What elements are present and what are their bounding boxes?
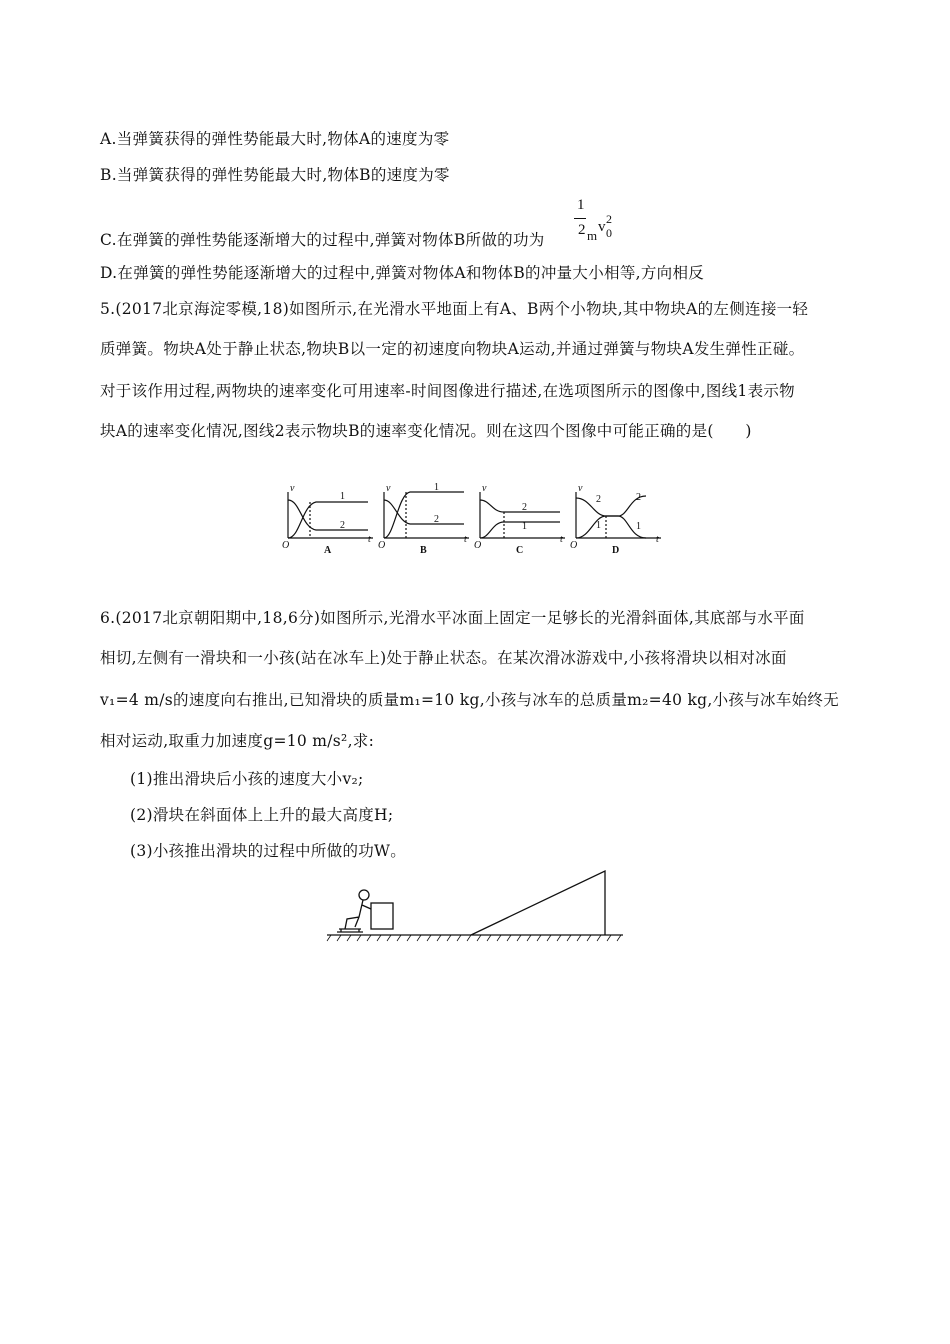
q5-graphs xyxy=(280,480,670,560)
graph-a-v: v xyxy=(290,483,295,494)
graph-a-c1: 1 xyxy=(340,491,345,502)
formula-numerator: 1 xyxy=(577,197,585,213)
graph-b-c1: 1 xyxy=(434,482,439,493)
graph-a xyxy=(288,492,373,538)
graph-a-label: A xyxy=(324,545,332,556)
graph-b xyxy=(384,492,469,538)
q5-line-2: 质弹簧。物块A处于静止状态,物块B以一定的初速度向物块A运动,并通过弹簧与物块A发生弹性正碰。 xyxy=(100,340,805,358)
q6-line-2: 相切,左侧有一滑块和一小孩(站在冰车上)处于静止状态。在某次滑冰游戏中,小孩将滑块以相对冰面 xyxy=(100,649,787,667)
graph-d-label: D xyxy=(612,545,620,556)
q6-sub-2: (2)滑块在斜面体上上升的最大高度H; xyxy=(130,806,394,824)
graph-d-t: t xyxy=(656,534,659,545)
q5-line-1: 5.(2017北京海淀零模,18)如图所示,在光滑水平地面上有A、B两个小物块,其中物块A的左侧连接一轻 xyxy=(100,300,809,318)
formula-sup: 2 xyxy=(606,212,612,226)
graph-c-label: C xyxy=(516,545,524,556)
graph-c-c2: 2 xyxy=(522,502,527,513)
option-c: C.在弹簧的弹性势能逐渐增大的过程中,弹簧对物体B所做的功为 xyxy=(100,231,545,249)
option-a: A.当弹簧获得的弹性势能最大时,物体A的速度为零 xyxy=(100,130,450,148)
graph-d-c2: 2 xyxy=(596,494,601,505)
graph-a-o: O xyxy=(282,540,290,551)
graph-c-c1: 1 xyxy=(522,521,527,532)
graph-a-t: t xyxy=(368,534,371,545)
graph-b-o: O xyxy=(378,540,386,551)
formula-velocity: v xyxy=(598,219,606,235)
q6-sub-1: (1)推出滑块后小孩的速度大小v₂; xyxy=(130,770,364,788)
graph-b-c2: 2 xyxy=(434,514,439,525)
graph-d xyxy=(576,492,661,538)
q6-sub-3: (3)小孩推出滑块的过程中所做的功W。 xyxy=(130,842,407,860)
fraction-bar xyxy=(574,218,586,219)
q6-diagram xyxy=(325,865,625,945)
graph-c-t: t xyxy=(560,534,563,545)
graph-d-o: O xyxy=(570,540,578,551)
graph-b-t: t xyxy=(464,534,467,545)
q5-line-3: 对于该作用过程,两物块的速率变化可用速率-时间图像进行描述,在选项图所示的图像中,图线1表示物 xyxy=(100,382,795,400)
q6-line-1: 6.(2017北京朝阳期中,18,6分)如图所示,光滑水平冰面上固定一足够长的光滑斜面体,其底部与水平面 xyxy=(100,609,805,627)
graph-d-c1b: 1 xyxy=(636,521,641,532)
graph-c-o: O xyxy=(474,540,482,551)
q5-line-4: 块A的速率变化情况,图线2表示物块B的速率变化情况。则在这四个图像中可能正确的是( ) xyxy=(100,422,752,440)
formula-sub: 0 xyxy=(606,226,612,240)
graph-b-label: B xyxy=(420,545,427,556)
graph-d-c2b: 2 xyxy=(636,492,641,503)
graph-d-c1: 1 xyxy=(596,520,601,531)
formula-denominator: 2 xyxy=(578,222,586,238)
graph-b-v: v xyxy=(386,483,391,494)
graph-c-v: v xyxy=(482,483,487,494)
option-d: D.在弹簧的弹性势能逐渐增大的过程中,弹簧对物体A和物体B的冲量大小相等,方向相反 xyxy=(100,264,705,282)
q6-line-3: v₁=4 m/s的速度向右推出,已知滑块的质量m₁=10 kg,小孩与冰车的总质量m₂=40 kg,小孩与冰车始终无 xyxy=(100,691,840,709)
graph-d-v: v xyxy=(578,483,583,494)
formula-mass: m xyxy=(587,228,598,243)
graph-a-c2: 2 xyxy=(340,520,345,531)
q6-line-4: 相对运动,取重力加速度g=10 m/s²,求: xyxy=(100,732,375,750)
option-b: B.当弹簧获得的弹性势能最大时,物体B的速度为零 xyxy=(100,166,450,184)
